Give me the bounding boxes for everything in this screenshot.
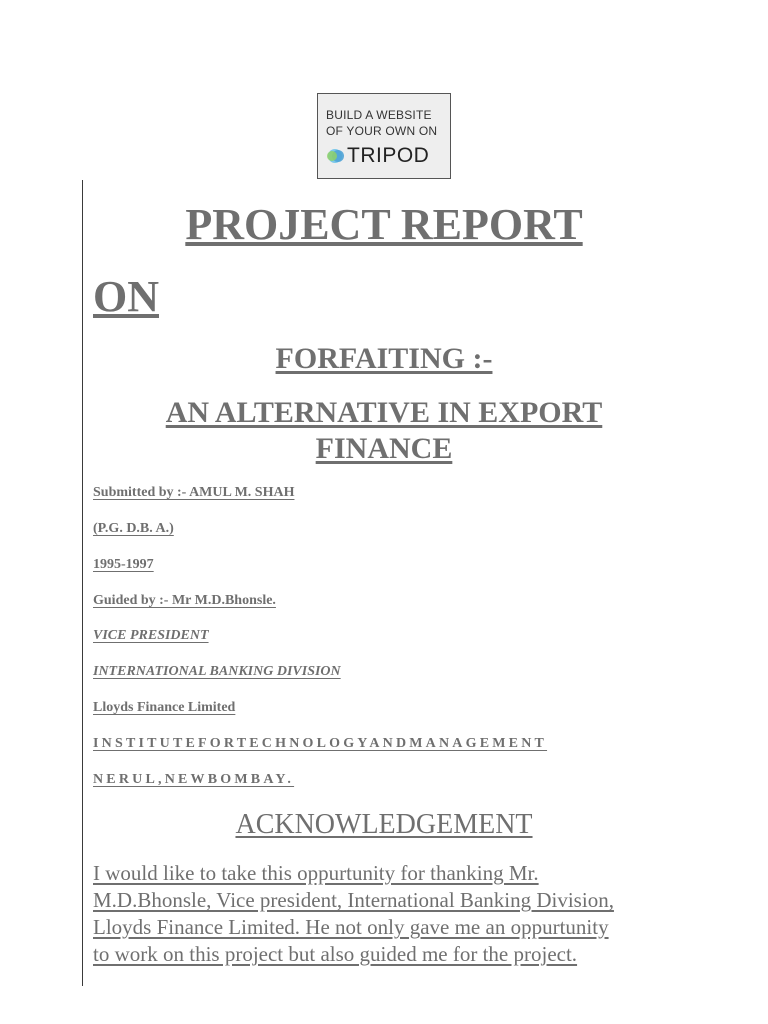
guide-position: VICE PRESIDENT — [93, 628, 209, 643]
subtitle-2-line-2: FINANCE — [315, 432, 453, 465]
ad-line-1: BUILD A WEBSITE — [326, 108, 432, 122]
institute-name: INSTITUTEFORTECHNOLOGYANDMANAGEMENT — [93, 736, 548, 751]
guided-by: Guided by :- Mr M.D.Bhonsle. — [93, 593, 276, 608]
report-subtitle: FORFAITING :- — [275, 342, 493, 375]
report-title-on: ON — [93, 272, 159, 321]
ack-line-1: I would like to take this oppurtunity for thanking Mr. — [93, 861, 539, 885]
ack-line-4: to work on this project but also guided me for the project. — [93, 942, 578, 966]
institute-location: NERUL,NEWBOMBAY. — [93, 772, 295, 787]
guide-division: INTERNATIONAL BANKING DIVISION — [93, 664, 341, 679]
years: 1995-1997 — [93, 557, 154, 572]
acknowledgement-body — [93, 860, 693, 968]
ad-line-2: OF YOUR OWN ON — [326, 124, 438, 138]
report-subtitle-2 — [82, 395, 686, 467]
submitted-by: Submitted by :- AMUL M. SHAH — [93, 485, 295, 500]
ack-line-2: M.D.Bhonsle, Vice president, International Banking Division, — [93, 888, 614, 912]
tripod-logo-icon — [324, 147, 346, 165]
ad-brand — [324, 143, 429, 169]
ack-line-3: Lloyds Finance Limited. He not only gave me an oppurtunity — [93, 915, 609, 939]
acknowledgement-heading: ACKNOWLEDGEMENT — [235, 809, 533, 840]
left-margin-rule — [82, 180, 83, 986]
degree: (P.G. D.B. A.) — [93, 521, 174, 536]
subtitle-2-line-1: AN ALTERNATIVE IN EXPORT — [165, 396, 603, 429]
tripod-ad-banner[interactable] — [317, 93, 451, 179]
guide-company: Lloyds Finance Limited — [93, 700, 236, 715]
report-title: PROJECT REPORT — [185, 200, 583, 249]
ad-brand-text: TRIPOD — [347, 144, 430, 167]
